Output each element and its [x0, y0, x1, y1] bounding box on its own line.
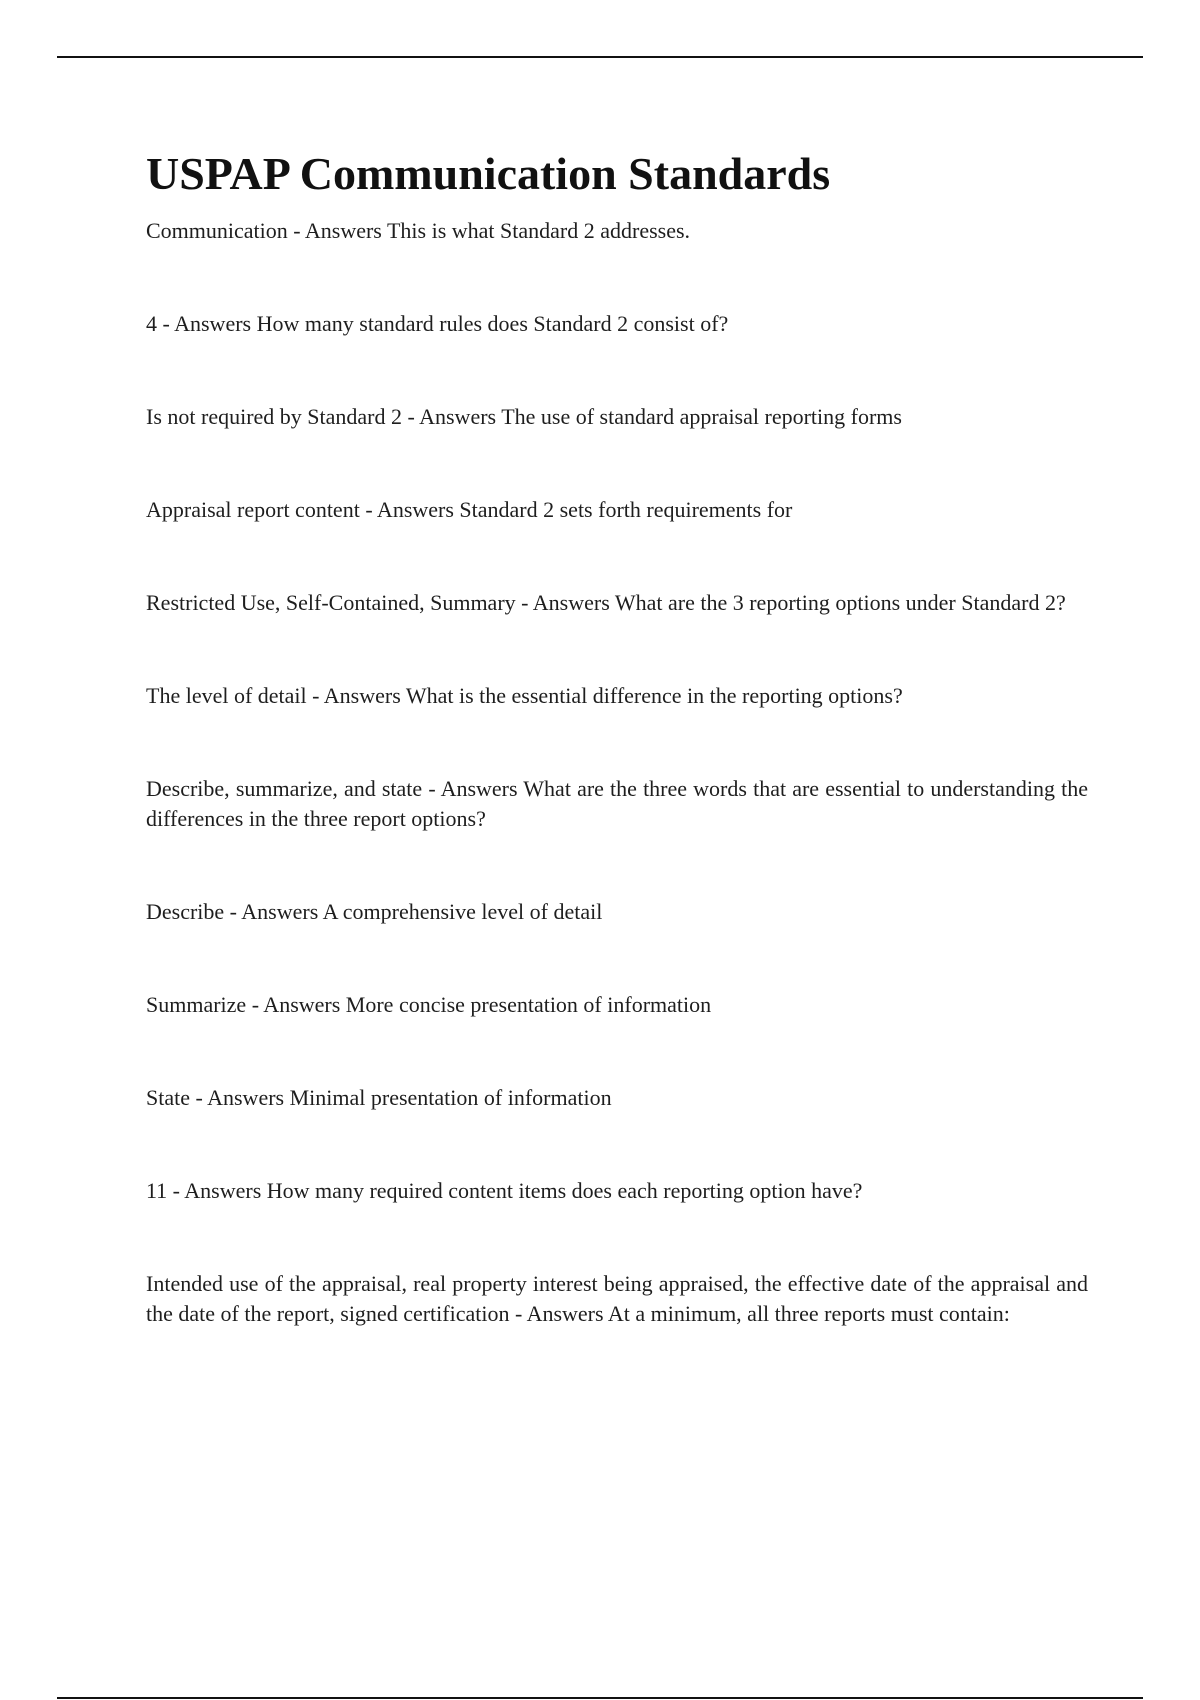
page-title: USPAP Communication Standards	[146, 148, 831, 199]
footer-rule	[57, 1697, 1143, 1699]
qa-item: 11 - Answers How many required content items does each reporting option have?	[146, 1178, 863, 1203]
document-body	[146, 146, 1088, 1392]
qa-item: 4 - Answers How many standard rules does Standard 2 consist of?	[146, 311, 729, 336]
qa-list	[146, 216, 1088, 1329]
qa-item: Communication - Answers This is what Standard 2 addresses.	[146, 218, 691, 243]
qa-item: Describe, summarize, and state - Answers What are the three words that are essential to understanding the differences in the three report options?	[146, 776, 1088, 831]
qa-item: Appraisal report content - Answers Standard 2 sets forth requirements for	[146, 497, 793, 522]
header-rule	[57, 56, 1143, 58]
qa-item: The level of detail - Answers What is the essential difference in the reporting options?	[146, 683, 903, 708]
qa-item: Summarize - Answers More concise presentation of information	[146, 992, 712, 1017]
qa-item: Is not required by Standard 2 - Answers The use of standard appraisal reporting forms	[146, 404, 902, 429]
qa-item: State - Answers Minimal presentation of information	[146, 1085, 612, 1110]
qa-item: Describe - Answers A comprehensive level of detail	[146, 899, 603, 924]
qa-item: Restricted Use, Self-Contained, Summary - Answers What are the 3 reporting options under Standard 2?	[146, 590, 1066, 615]
qa-item: Intended use of the appraisal, real property interest being appraised, the effective date of the appraisal and the date of the report, signed certification - Answers At a minimum, all three reports must contain:	[146, 1271, 1088, 1326]
